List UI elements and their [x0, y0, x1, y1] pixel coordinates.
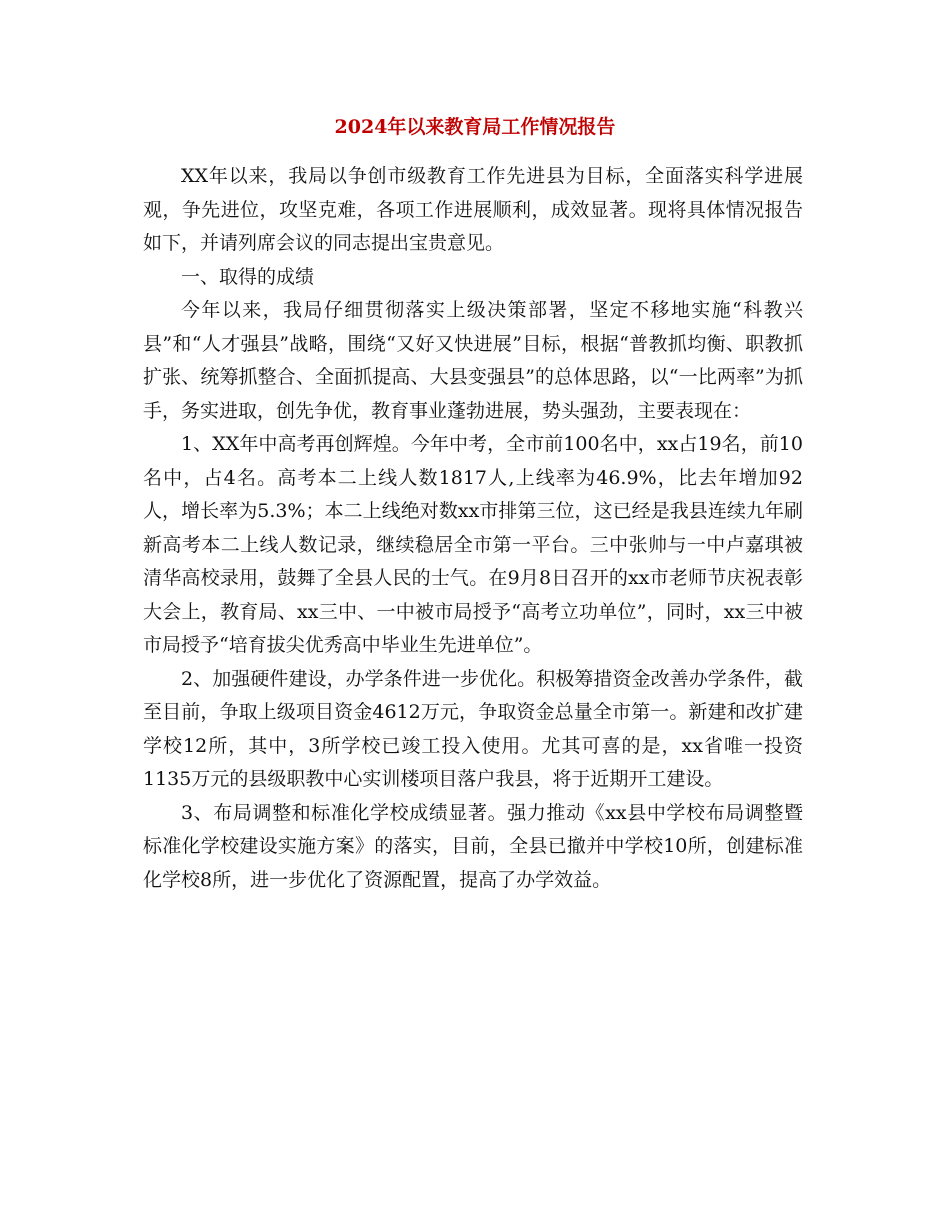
intro-paragraph: XX年以来，我局以争创市级教育工作先进县为目标，全面落实科学进展观，争先进位，攻坚克难，各项工作进展顺利，成效显著。现将具体情况报告如下，并请列席会议的同志提出宝贵意见。: [143, 165, 803, 254]
section-heading-achievements: 一、取得的成绩: [181, 265, 315, 288]
item-3-paragraph: 3、布局调整和标准化学校成绩显著。强力推动《xx县中学校布局调整暨标准化学校建设实施方案》的落实，目前，全县已撤并中学校10所，创建标准化学校8所，进一步优化了资源配置，提高了办学效益。: [143, 801, 803, 891]
item-1-paragraph: 1、XX年中高考再创辉煌。今年中考，全市前100名中，xx占19名，前10名中，占4名。高考本二上线人数1817人,上线率为46.9%，比去年增加92人，增长率为5.3%；本二上线绝对数xx市排第三位，这已经是我县连续九年刷新高考本二上线人数记录，继续稳居全市第一平台。三中张帅与一中卢嘉琪被清华高校录用，鼓舞了全县人民的士气。在9月8日召开的xx市老师节庆祝表彰大会上，教育局、xx三中、一中被市局授予“高考立功单位”，同时，xx三中被市局授予“培育拔尖优秀高中毕业生先进单位”。: [143, 433, 803, 656]
document-title: 2024年以来教育局工作情况报告: [334, 116, 616, 138]
document-body: [143, 160, 803, 897]
item-2-paragraph: 2、加强硬件建设，办学条件进一步优化。积极筹措资金改善办学条件，截至目前，争取上级项目资金4612万元，争取资金总量全市第一。新建和改扩建学校12所，其中，3所学校已竣工投入使用。尤其可喜的是，xx省唯一投资1135万元的县级职教中心实训楼项目落户我县，将于近期开工建设。: [143, 667, 803, 790]
overview-paragraph: 今年以来，我局仔细贯彻落实上级决策部署，坚定不移地实施“科教兴县”和“人才强县”战略，围绕“又好又快进展”目标，根据“普教抓均衡、职教抓扩张、统筹抓整合、全面抓提高、大县变强县”的总体思路，以“一比两率”为抓手，务实进取，创先争优，教育事业蓬勃进展，势头强劲，主要表现在：: [143, 299, 803, 422]
